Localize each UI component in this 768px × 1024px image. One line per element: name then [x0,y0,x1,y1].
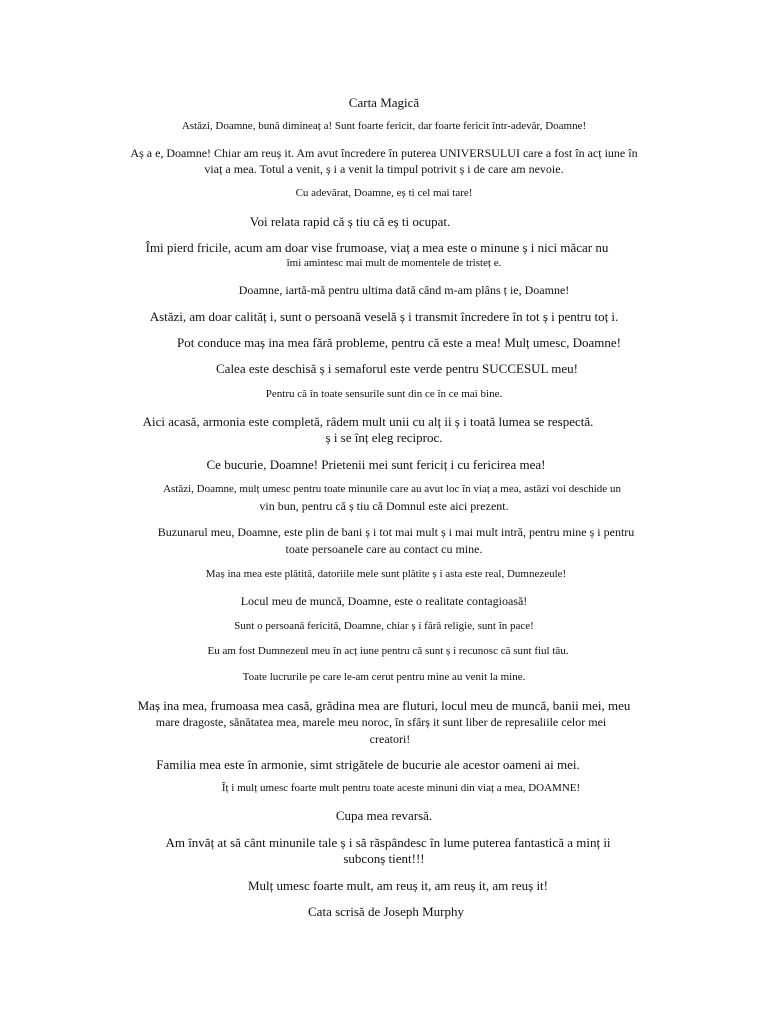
paragraph-line: Mulț umesc foarte mult, am reuș it, am reuș it, am reuș it! [247,878,548,893]
paragraph-line: Astăzi, Doamne, mulț umesc pentru toate minunile care au avut loc în viaț a mea, astăzi voi deschide un [163,483,621,495]
paragraph-line: Voi relata rapid că ș tiu că eș ti ocupat. [249,214,451,229]
paragraph-line: creatori! [369,732,411,746]
paragraph-line: Cu adevărat, Doamne, eș ti cel mai tare! [295,187,473,199]
paragraph-line: Aș a e, Doamne! Chiar am reuș it. Am avut încredere în puterea UNIVERSULUI care a fost în acț iune în [130,146,638,160]
paragraph-line: Îț i mulț umesc foarte mult pentru toate aceste minuni din viaț a mea, DOAMNE! [221,782,581,794]
paragraph-line: Sunt o persoană fericită, Doamne, chiar ș i fără religie, sunt în pace! [234,620,534,632]
paragraph-line: vin bun, pentru că ș tiu că Domnul este aici prezent. [259,499,509,513]
paragraph-line: îmi amintesc mai mult de momentele de tristeț e. [286,257,502,269]
paragraph-line: Eu am fost Dumnezeul meu în acț iune pentru că sunt ș i recunosc că sunt fiul tău. [207,645,569,657]
paragraph-line: Doamne, iartă-mă pentru ultima dată când m-am plâns ț ie, Doamne! [238,283,570,297]
paragraph-line: Familia mea este în armonie, simt strigătele de bucurie ale acestor oameni ai mei. [156,757,580,772]
paragraph-line: Am învăț at să cânt minunile tale ș i să răspândesc în lume puterea fantastică a minț ii [165,835,611,850]
paragraph-line: Calea este deschisă ș i semaforul este verde pentru SUCCESUL meu! [216,361,578,376]
paragraph-line: Pentru că în toate sensurile sunt din ce în ce mai bine. [265,388,503,400]
paragraph-line: Ce bucurie, Doamne! Prietenii mei sunt fericiț i cu fericirea mea! [206,457,546,472]
paragraph-line: mare dragoste, sănătatea mea, marele meu noroc, în sfârș it sunt liber de represaliile celor mei [155,715,607,729]
paragraph-line: Aici acasă, armonia este completă, râdem mult unii cu alț ii ș i toată lumea se respectă. [142,414,594,429]
paragraph-line: Locul meu de muncă, Doamne, este o realitate contagioasă! [240,594,528,608]
paragraph-line: Astăzi, Doamne, bună dimineaț a! Sunt foarte fericit, dar foarte fericit într-adevăr, Doamne! [181,120,587,132]
paragraph-line: Îmi pierd fricile, acum am doar vise frumoase, viaț a mea este o minune ș i nici măcar nu [145,240,609,255]
paragraph-line: subconș tient!!! [343,851,425,866]
paragraph-line: Maș ina mea este plătită, datoriile mele sunt plătite ș i asta este real, Dumnezeule! [205,568,567,580]
paragraph-line: ș i se înț eleg reciproc. [325,430,443,445]
paragraph-line: Astăzi, am doar calităț i, sunt o persoană veselă ș i transmit încredere în tot ș i pentru toț i. [149,309,619,324]
paragraph-line: toate persoanele care au contact cu mine. [285,542,483,556]
paragraph-line: Maș ina mea, frumoasa mea casă, grădina mea are fluturi, locul meu de muncă, banii mei, meu [137,698,631,713]
paragraph-line: Toate lucrurile pe care le-am cerut pentru mine au venit la mine. [242,671,526,683]
paragraph-line: viaț a mea. Totul a venit, ș i a venit la timpul potrivit ș i de care am nevoie. [204,162,564,176]
document-title: Carta Magică [348,95,420,110]
paragraph-line: Buzunarul meu, Doamne, este plin de bani ș i tot mai mult ș i mai mult intră, pentru mine ș i pentru [157,525,635,539]
author-line: Cata scrisă de Joseph Murphy [308,904,464,919]
paragraph-line: Pot conduce maș ina mea fără probleme, pentru că este a mea! Mulț umesc, Doamne! [177,335,621,350]
paragraph-line: Cupa mea revarsă. [335,808,433,823]
